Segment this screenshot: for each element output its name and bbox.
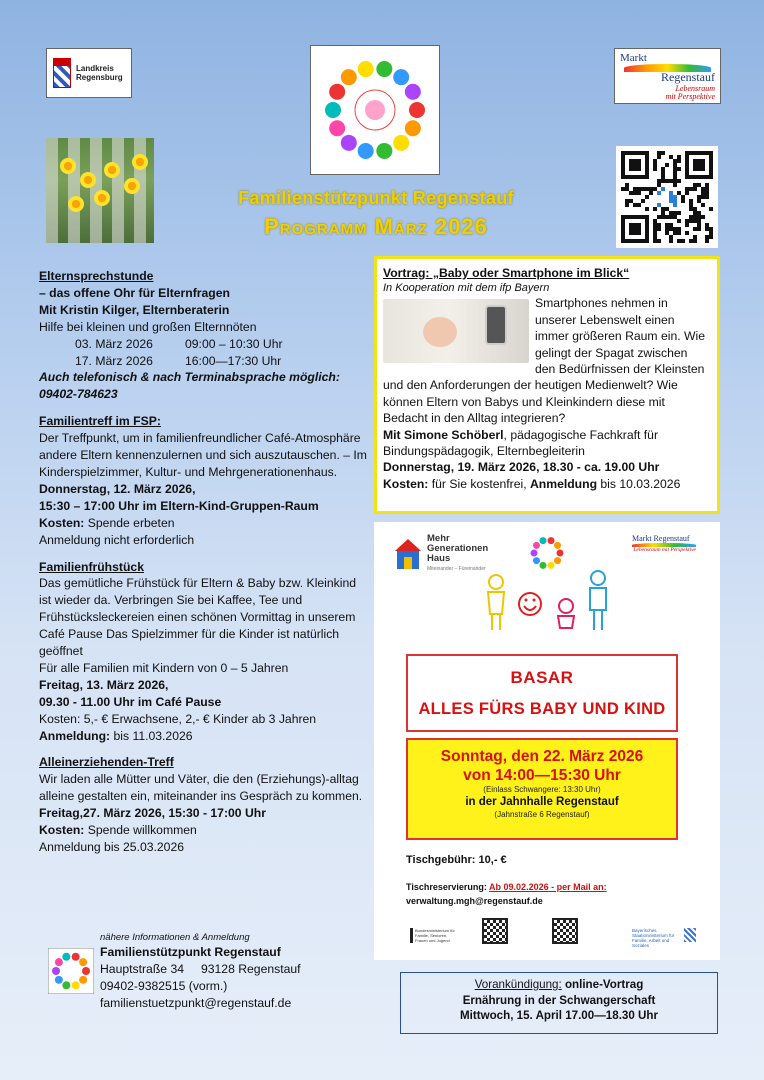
child-figure-icon — [82, 967, 90, 975]
fruehstueck-heading: Familienfrühstück — [39, 559, 144, 574]
child-figure-icon — [554, 557, 561, 564]
elternsprechstunde-sub: – das offene Ohr für Elternfragen — [39, 285, 230, 300]
basar-address: (Jahnstraße 6 Regenstauf) — [494, 810, 590, 819]
vortrag-datetime: Donnerstag, 19. März 2026, 18.30 - ca. 19.00 Uhr — [383, 460, 660, 475]
daffodil-flower — [68, 196, 84, 212]
vortrag-heading: Vortrag: „Baby oder Smartphone im Blick“ — [383, 266, 630, 280]
children-circle-icon — [314, 49, 436, 171]
contact-phone[interactable]: 09402-9382515 (vorm.) — [100, 979, 228, 993]
mini-familienstuetzpunkt-icon — [528, 534, 566, 572]
child-figure-icon — [409, 102, 425, 118]
child-figure-icon — [539, 537, 546, 544]
alleinerziehend-heading: Alleinerziehenden-Treff — [39, 755, 174, 770]
daffodil-flower — [80, 172, 96, 188]
child-figure-icon — [393, 69, 409, 85]
vorankuendigung-datetime: Mittwoch, 15. April 17.00—18.30 Uhr — [459, 1009, 659, 1022]
child-figure-icon — [376, 143, 392, 159]
contact-name: Familienstützpunkt Regenstauf — [100, 945, 281, 959]
child-figure-icon — [62, 981, 70, 989]
contact-address — [100, 961, 360, 978]
qr-code-icon — [621, 151, 713, 243]
mehrgenerationenhaus-logo — [394, 534, 504, 574]
family-figures-icon — [474, 570, 624, 636]
basar-time: von 14:00—15:30 Uhr — [463, 767, 621, 784]
contact-city: 93128 Regenstauf — [200, 962, 301, 976]
qr-code-small[interactable] — [482, 918, 508, 944]
child-figure-icon — [55, 958, 63, 966]
contact-hint: nähere Informationen & Anmeldung — [100, 932, 250, 943]
baby-face-icon — [423, 317, 457, 347]
fruehstueck-date: Freitag, 13. März 2026, — [39, 677, 169, 692]
tagline-line1: Lebensraum — [675, 84, 715, 93]
contact-street: Hauptstraße 34 — [100, 962, 185, 976]
registration-value: bis 11.03.2026 — [110, 728, 193, 743]
mini-markt-logo — [632, 534, 696, 568]
basar-venue: in der Jahnhalle Regenstauf — [465, 796, 619, 808]
familienstuetzpunkt-logo — [310, 45, 440, 175]
vortrag-speaker — [383, 427, 711, 460]
child-figure-icon — [548, 537, 555, 544]
child-figure-icon — [62, 953, 70, 961]
elternsprechstunde-heading: Elternsprechstunde — [39, 269, 154, 283]
alleinerziehend-datetime: Freitag,27. März 2026, 15:30 - 17:00 Uhr — [39, 806, 266, 821]
child-figure-icon — [341, 69, 357, 85]
mgh-sub: Miteinander – Füreinander — [427, 566, 486, 572]
left-column — [39, 268, 369, 856]
reservation-label: Tischreservierung: — [406, 882, 490, 892]
regenstauf-label: Regenstauf — [661, 70, 715, 84]
fruehstueck-text: Das gemütliche Frühstück für Eltern & Baby bzw. Kleinkind ist wieder da. Verbringen Sie bei Kaffee, Tee und Frühstücksleckereien einen schönen Vormittag in unserem Café Pause Das Spielzimmer für die Kinder ist natürlich geöffnet — [39, 576, 357, 659]
basar-poster — [374, 522, 720, 960]
alleinerziehend-cost — [39, 822, 369, 839]
mgh-text — [427, 534, 488, 574]
alleinerziehend-registration: Anmeldung bis 25.03.2026 — [39, 840, 185, 854]
fruehstueck-audience: Für alle Familien mit Kindern von 0 – 5 Jahren — [39, 660, 289, 675]
child-figure-icon — [376, 61, 392, 77]
child-figure-icon — [358, 143, 374, 159]
cost-label: Kosten: — [39, 515, 85, 530]
vorankuendigung-header — [401, 977, 717, 993]
markt-regenstauf-logo — [614, 48, 721, 104]
registration-value: bis 10.03.2026 — [597, 476, 681, 491]
alleinerziehend-text: Wir laden alle Mütter und Väter, die den (Erziehungs)-alltag alleine gestalten ein, miteinander ins Gespräch zu kommen. — [39, 772, 363, 804]
tagline-line2: mit Perspektive — [665, 92, 715, 101]
mgh-line3: Haus — [427, 553, 451, 564]
familientreff-heading: Familientreff im FSP: — [39, 414, 161, 429]
bundesministerium-logo: Bundesministerium für Familie, Senioren, Frauen und Jugend — [410, 928, 460, 943]
phone-number[interactable]: 09402-784623 — [39, 387, 118, 402]
cost-label: Kosten: — [39, 823, 85, 838]
cost-value: Spende willkommen — [84, 823, 197, 838]
familientreff-registration: Anmeldung nicht erforderlich — [39, 532, 195, 547]
contact-email[interactable]: familienstuetzpunkt@regenstauf.de — [100, 996, 292, 1010]
mgh-line2: Generationen — [427, 543, 489, 554]
mgh-line1: Mehr — [427, 533, 450, 544]
bavaria-crest-icon — [53, 58, 71, 88]
fruehstueck-registration — [39, 728, 369, 745]
elternsprechstunde-with: Mit Kristin Kilger, Elternberaterin — [39, 302, 230, 317]
registration-label: Anmeldung — [529, 476, 598, 491]
fruehstueck-cost: Kosten: 5,- € Erwachsene, 2,- € Kinder ab 3 Jahren — [39, 711, 317, 726]
landkreis-logo-text — [76, 64, 123, 82]
basar-subtitle: ALLES FÜRS BABY UND KIND — [418, 700, 666, 718]
program-title: Programm März 2026 — [264, 214, 488, 239]
daffodil-flower — [132, 154, 148, 170]
basar-title-box — [406, 654, 678, 732]
familientreff-cost — [39, 515, 369, 532]
child-figure-icon — [539, 562, 546, 569]
speaker-value: , pädagogische Fachkraft für Bindungspädagogik, Elternbegleiterin — [383, 427, 659, 459]
registration-label: Anmeldung: — [39, 728, 111, 743]
fruehstueck-time: 09.30 - 11.00 Uhr im Café Pause — [39, 694, 222, 709]
daffodils-photo — [46, 138, 154, 243]
child-figure-icon — [341, 135, 357, 151]
daffodil-flower — [94, 190, 110, 206]
child-figure-icon — [548, 562, 555, 569]
bayern-ministerium-logo — [632, 928, 696, 948]
vorankuendigung-type: online-Vortrag — [561, 978, 644, 991]
cost-value: für Sie kostenfrei, — [428, 476, 530, 491]
basar-title: BASAR — [510, 668, 574, 687]
qr-code[interactable] — [616, 146, 718, 248]
vortrag-cooperation: In Kooperation mit dem ifp Bayern — [383, 282, 550, 295]
child-figure-icon — [72, 953, 80, 961]
reservation-value: Ab 09.02.2026 - per Mail an: — [489, 882, 607, 892]
child-figure-icon — [329, 120, 345, 136]
landkreis-line2: Regensburg — [76, 73, 123, 82]
time-cell: 16:00—17:30 Uhr — [185, 353, 282, 368]
vorankuendigung-topic: Ernährung in der Schwangerschaft — [462, 993, 656, 1007]
daffodil-flower — [60, 158, 76, 174]
child-figure-icon — [554, 542, 561, 549]
contact-info — [100, 932, 360, 1012]
vortrag-cost — [383, 476, 711, 492]
child-figure-icon — [325, 102, 341, 118]
basar-reservation — [406, 880, 696, 908]
vortrag-text: Smartphones nehmen in unserer Lebenswelt einen immer größeren Raum ein. Wie gelingt der Spagat zwischen den Bedürfnissen der Kleinsten und den Anforderungen der heutigen Medienwelt? Wie können Eltern von Babys und Kleinkindern diese mit Bedacht in den Alltag integrieren? — [383, 296, 705, 426]
basar-pregnant-entry: (Einlass Schwangere: 13:30 Uhr) — [483, 785, 601, 794]
child-figure-icon — [55, 976, 63, 984]
speaker-label: Mit Simone Schöberl — [383, 427, 504, 442]
basar-footer-logos — [406, 914, 696, 950]
bayern-ministerium-text: Bayerisches Staatsministerium für Familie, Arbeit und Soziales — [632, 928, 675, 948]
phone-note: Auch telefonisch & nach Terminabsprache möglich: — [39, 370, 340, 385]
vorankuendigung-label: Vorankündigung: — [474, 978, 562, 991]
vorankuendigung-box — [400, 972, 718, 1034]
cost-value: Spende erbeten — [84, 515, 175, 530]
landkreis-regensburg-logo — [46, 48, 132, 98]
child-figure-icon — [79, 958, 87, 966]
child-figure-icon — [393, 135, 409, 151]
mini-markt-text: Markt Regenstauf — [632, 534, 690, 543]
child-figure-icon — [72, 981, 80, 989]
basar-date-box — [406, 738, 678, 840]
elternsprechstunde-desc: Hilfe bei kleinen und großen Elternnöten — [39, 319, 257, 334]
child-figure-icon — [533, 542, 540, 549]
date-cell: 17. März 2026 — [75, 353, 153, 368]
date-row — [39, 353, 369, 370]
house-icon — [394, 537, 422, 571]
vortrag-box — [374, 256, 720, 514]
mini-tagline: Lebensraum mit Perspektive — [633, 547, 696, 553]
child-figure-icon — [79, 976, 87, 984]
child-figure-icon — [52, 967, 60, 975]
markt-label: Markt — [620, 52, 647, 64]
basar-date: Sonntag, den 22. März 2026 — [440, 748, 644, 765]
time-cell: 09:00 – 10:30 Uhr — [185, 336, 283, 351]
page-title: Familienstützpunkt Regenstauf — [238, 188, 514, 208]
landkreis-line1: Landkreis — [76, 64, 114, 73]
child-figure-icon — [329, 84, 345, 100]
cost-label: Kosten: — [383, 476, 429, 491]
basar-email[interactable]: verwaltung.mgh@regenstauf.de — [406, 896, 543, 906]
child-figure-icon — [358, 61, 374, 77]
familientreff-time: 15:30 – 17:00 Uhr im Eltern-Kind-Gruppen-Raum — [39, 498, 319, 513]
familientreff-text: Der Treffpunkt, um in familienfreundlicher Café-Atmosphäre andere Eltern kennenzulernen und sich auszutauschen. – Im Kinderspielzimmer, Kultur- und Mehrgenerationenhaus. — [39, 431, 367, 479]
basar-fee: Tischgebühr: 10,- € — [406, 854, 507, 866]
smartphone-icon — [485, 305, 507, 345]
date-cell: 03. März 2026 — [75, 336, 153, 351]
child-figure-icon — [405, 120, 421, 136]
daffodil-flower — [104, 162, 120, 178]
bayern-crest-icon — [684, 928, 696, 942]
date-row — [39, 336, 369, 353]
child-figure-icon — [557, 550, 564, 557]
fsp-small-logo — [48, 948, 94, 994]
qr-code-small[interactable] — [552, 918, 578, 944]
baby-smartphone-photo — [383, 299, 529, 363]
child-figure-icon — [531, 550, 538, 557]
child-figure-icon — [533, 557, 540, 564]
familientreff-date: Donnerstag, 12. März 2026, — [39, 481, 196, 496]
child-figure-icon — [405, 84, 421, 100]
daffodil-flower — [124, 178, 140, 194]
